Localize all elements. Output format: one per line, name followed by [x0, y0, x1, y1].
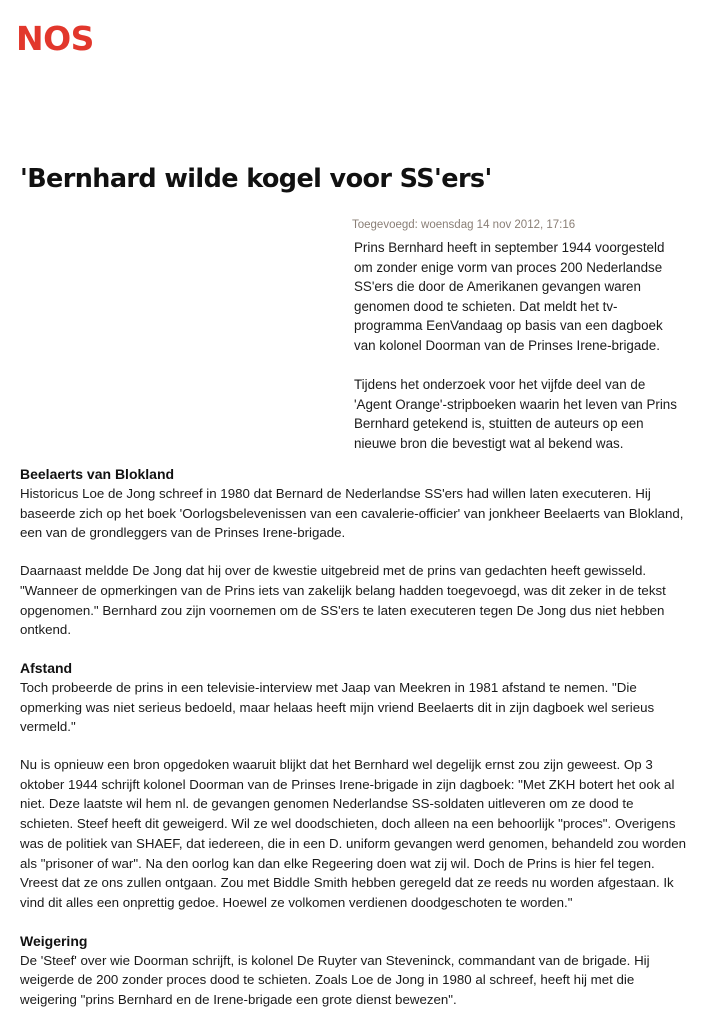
publish-timestamp: Toegevoegd: woensdag 14 nov 2012, 17:16	[352, 219, 576, 231]
intro-paragraph: Prins Bernhard heeft in september 1944 voorgesteld om zonder enige vorm van proces 200 Nederlandse SS'ers die door de Amerikanen gevangen waren genomen dood te schieten. Dat meldt het tv-programma EenVandaag op basis van een dagboek van kolonel Doorman van de Prinses Irene-brigade.	[354, 240, 665, 353]
article-headline: 'Bernhard wilde kogel voor SS'ers'	[20, 164, 492, 194]
body-paragraph: Daarnaast meldde De Jong dat hij over de kwestie uitgebreid met de prins van gedachten heeft gewisseld. "Wanneer de opmerkingen van de Prins iets van zakelijk belang hadden toegevoegd, was dit zeker in de tekst opgenomen." Bernhard zou zijn voornemen om de SS'ers te laten executeren tegen De Jong dus niet hebben ontkend.	[20, 563, 666, 638]
nos-logo: NOS	[16, 19, 94, 58]
body-paragraph: Nu is opnieuw een bron opgedoken waaruit blijkt dat het Bernhard wel degelijk ernst zou zijn geweest. Op 3 oktober 1944 schrijft kolonel Doorman van de Prinses Irene-brigade in zijn dagboek: "Met ZKH botert het ook al niet. Deze laatste wil hem nl. de gevangen genomen Nederlandse SS-soldaten uitleveren om ze dood te schieten. Steef heeft dit geweigerd. Wil ze wel doodschieten, doch alleen na een behoorlijk "proces". Overigens was de politiek van SHAEF, dat iedereen, die in een D. uniform gevangen werd genomen, behandeld zou worden als "prisoner of war". Na den oorlog kan dan elke Regeering doen wat zij wil. Doch de Prins is hier fel tegen. Vreest dat ze ons zullen ontgaan. Zou met Biddle Smith hebben geregeld dat ze reeds nu worden afgestaan. Ik vind dit alles een onprettig gedoe. Hoewel ze volkomen verdienen doodgeschoten te worden."	[20, 757, 687, 910]
section-heading-afstand: Afstand	[20, 659, 73, 676]
body-paragraph: De 'Steef' over wie Doorman schrijft, is kolonel De Ruyter van Steveninck, commandant van de brigade. Hij weigerde de 200 zonder proces dood te schieten. Zoals Loe de Jong in 1980 al schreef, heeft hij met die weigering "prins Bernhard en de Irene-brigade een grote dienst bewezen".	[20, 952, 650, 1008]
body-paragraph: Toch probeerde de prins in een televisie-interview met Jaap van Meekren in 1981 afstand te nemen. "Die opmerking was niet serieus bedoeld, maar helaas heeft mijn vriend Beelaerts dit in zijn dagboek wel serieus vermeld."	[20, 679, 655, 735]
section-heading-weigering: Weigering	[20, 932, 88, 949]
intro-paragraph: Tijdens het onderzoek voor het vijfde deel van de 'Agent Orange'-stripboeken waarin het leven van Prins Bernhard getekend is, stuitten de auteurs op een nieuwe bron die bevestigt wat al bekend was.	[354, 377, 677, 451]
article-intro	[354, 238, 684, 473]
article-body	[20, 464, 688, 1010]
section-heading-beelaerts: Beelaerts van Blokland	[20, 466, 175, 482]
body-paragraph: Historicus Loe de Jong schreef in 1980 dat Bernard de Nederlandse SS'ers had willen laten executeren. Hij baseerde zich op het boek 'Oorlogsbelevenissen van een cavalerie-officier' van jonkheer Beelaerts van Blokland, een van de grondleggers van de Prinses Irene-brigade.	[20, 486, 684, 541]
